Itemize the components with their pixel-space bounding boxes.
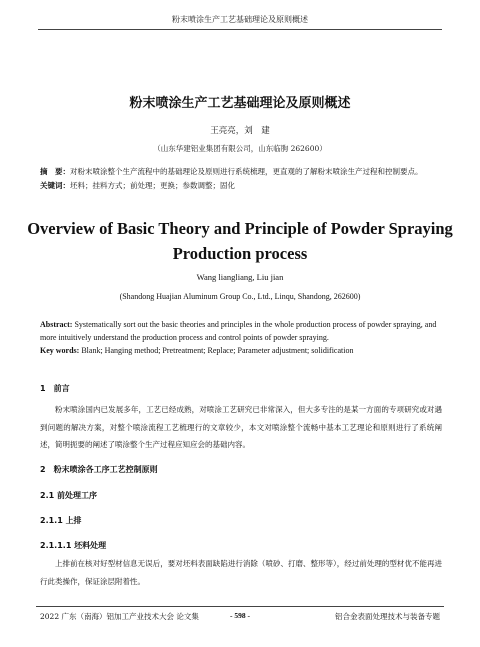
english-abstract-label: Abstract: [40,320,73,329]
section-2-1-1-1-heading: 2.1.1.1 坯料处理 [40,541,107,550]
english-authors: Wang liangliang, Liu jian [196,272,284,282]
english-title: Overview of Basic Theory and Principle of Powder Spraying Production process [27,219,453,263]
chinese-abstract-label: 摘 要： [40,167,70,176]
section-2-heading: 2 粉末喷涂各工序工艺控制原则 [40,465,158,474]
section-1-paragraph: 粉末喷涂国内已发展多年，工艺已经成熟，对喷涂工艺研究已非常深入，但大多专注的是某一方面的专项研究或对遇到问题的解决方案，对整个喷涂流程工艺梳理行的文章较少，本文对喷涂整个流畅中基本工艺理论和原则进行了系统阐述，简明扼要的阐述了喷涂整个生产过程应知应会的基础内容。 [40,405,442,449]
section-1-heading: 1 前言 [40,384,70,393]
section-2-1-1-1-paragraph: 上排前在核对好型材信息无误后，要对坯料表面缺陷进行消除（喷砂、打磨、整形等），经过前处理的型材优不能再进行此类操作，保证涂层附着性。 [40,559,442,586]
page-number: - 598 - [230,611,250,620]
english-keywords [40,345,444,358]
english-keywords-label: Key words: [40,346,80,355]
chinese-keywords-label: 关键词： [40,181,70,190]
chinese-abstract-text: 对粉末喷涂整个生产流程中的基础理论及原则进行系统梳理，更直观的了解粉末喷涂生产过程和控制要点。 [70,167,423,176]
english-keywords-text: Blank; Hanging method; Pretreatment; Replace; Parameter adjustment; solidification [79,346,354,355]
running-head: 粉末喷涂生产工艺基础理论及原则概述 [38,14,442,30]
english-abstract [40,319,444,344]
chinese-keywords-text: 坯料；挂料方式；前处理；更换；参数调整；固化 [70,181,235,190]
section-2-1-1-heading: 2.1.1 上排 [40,516,82,525]
chinese-affiliation: （山东华建铝业集团有限公司，山东临朐 262600） [153,144,327,153]
english-abstract-text: Systematically sort out the basic theories and principles in the whole production process of powder spraying, and more intuitively understand the production process and control points of powder spraying. [40,320,437,342]
footer-rule [36,606,444,607]
chinese-title: 粉末喷涂生产工艺基础理论及原则概述 [129,96,351,111]
chinese-authors: 王亮亮，刘 建 [210,126,270,136]
chinese-abstract [40,166,440,178]
section-2-1-heading: 2.1 前处理工序 [40,491,97,500]
footer-topic: 铝合金表面处理技术与装备专题 [335,612,440,621]
chinese-keywords [40,180,440,192]
footer-proceedings: 2022 广东（南海）铝加工产业技术大会 论文集 [40,612,199,621]
english-affiliation: (Shandong Huajian Aluminum Group Co., Ltd., Linqu, Shandong, 262600) [119,292,361,301]
